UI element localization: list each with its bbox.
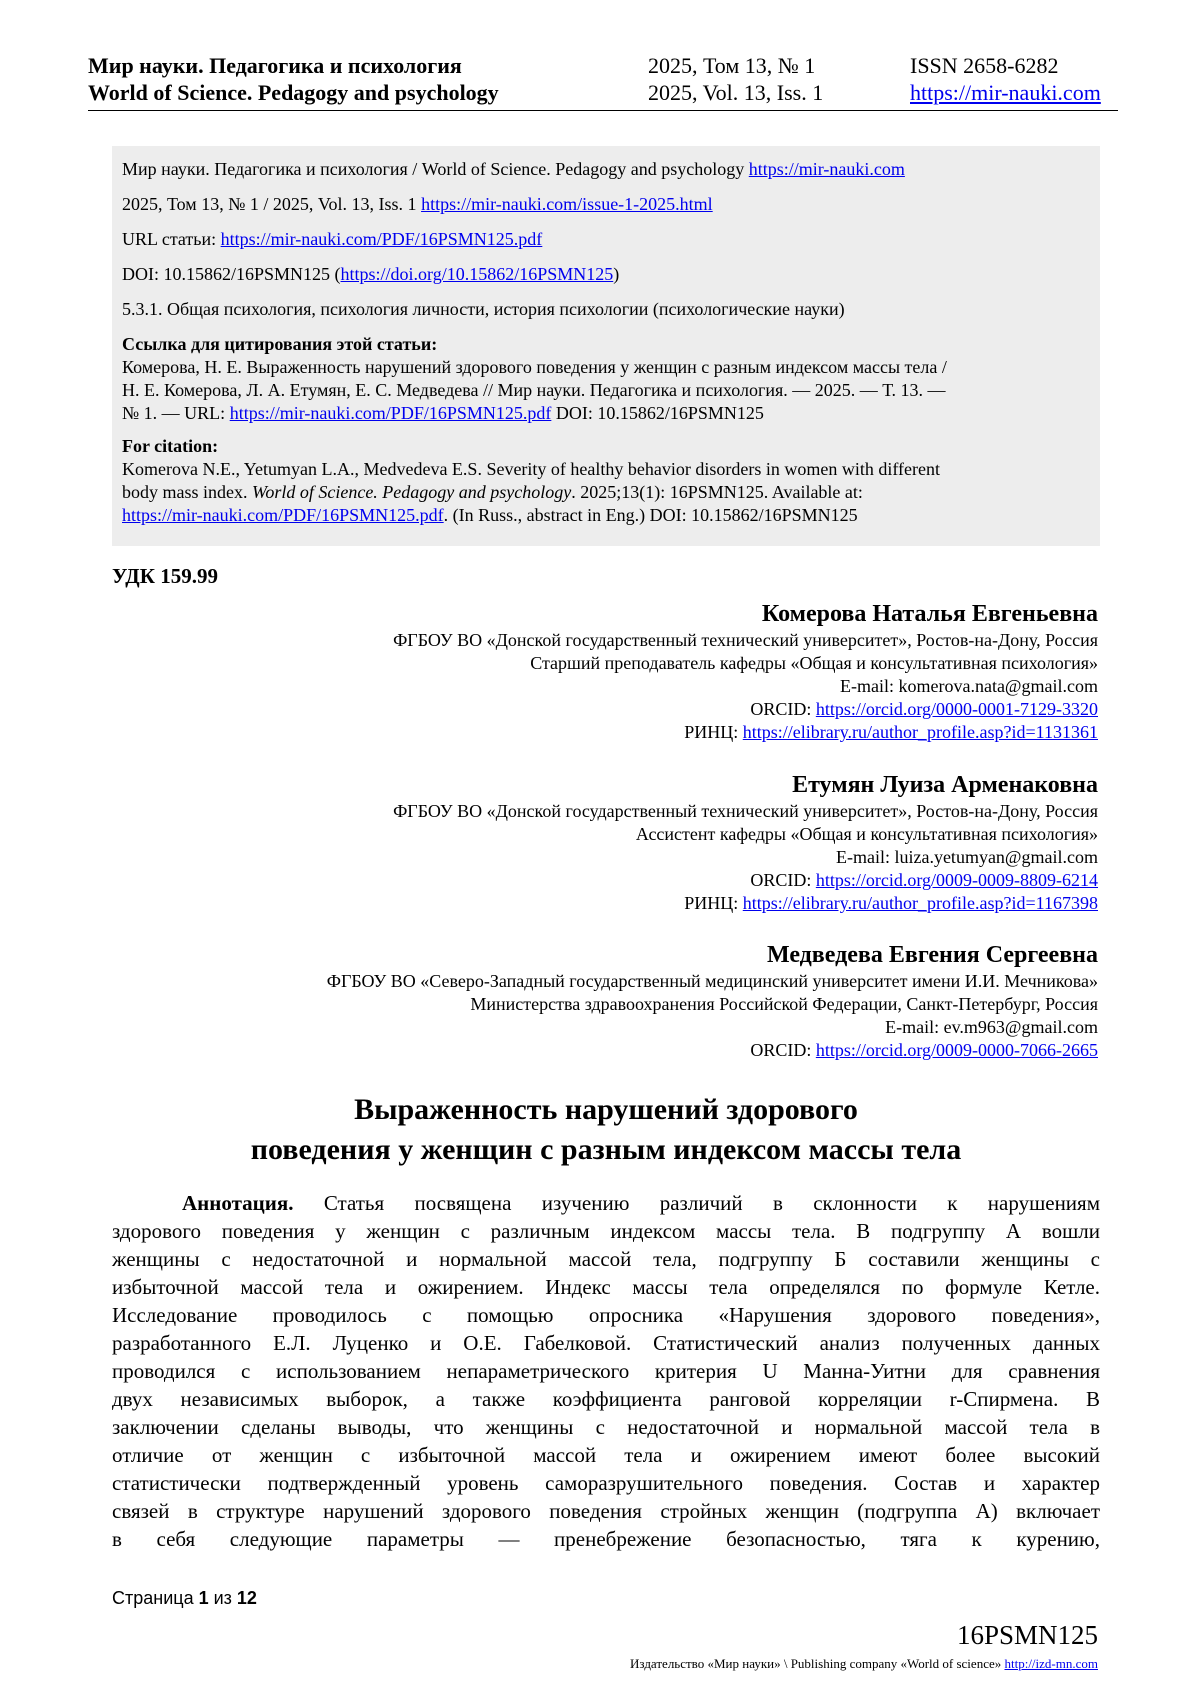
article-info-box (112, 146, 1100, 546)
citation-en: For citation: Komerova N.E., Yetumyan L.A., Medvedeva E.S. Severity of healthy behavior disorders in women with different body mass index. World of Science. Pedagogy and psychology. 2025;13(1): 16PSMN125. Available at: https://mir-nauki.com/PDF/16PSMN125.pdf. (In Russ., abstract in Eng.) DOI: 10.15862/16PSMN125 (122, 435, 1090, 527)
publisher-link[interactable]: http://izd-mn.com (1004, 1656, 1098, 1671)
author-name: Медведева Евгения Сергеевна (766, 942, 1098, 968)
citation-ru-heading: Ссылка для цитирования этой статьи: (122, 334, 438, 354)
article-url-line: URL статьи: https://mir-nauki.com/PDF/16PSMN125.pdf (122, 229, 543, 249)
running-header (88, 52, 1118, 111)
abstract-line: избыточной массой тела и ожирением. Индекс массы тела определялся по формуле Кетле. (112, 1275, 1100, 1299)
orcid-link[interactable]: https://orcid.org/0000-0001-7129-3320 (815, 699, 1098, 719)
issue-ru: 2025, Том 13, № 1 (648, 53, 816, 78)
author-position: Ассистент кафедры «Общая и консультативная психология» (635, 824, 1098, 844)
author-email: E-mail: ev.m963@gmail.com (885, 1017, 1098, 1037)
author-2: Етумян Луиза Арменаковна ФГБОУ ВО «Донской государственный технический университет», Ростов-на-Дону, Россия Ассистент кафедры «Общая и консультативная психология» E-mail: luiza.yetumyan@gmail.com ORCID: https://orcid.org/0009-0009-8809-6214 РИНЦ: https://elibrary.ru/author_profile.asp?id=1167398 (98, 770, 1098, 915)
citation-ru-link[interactable]: https://mir-nauki.com/PDF/16PSMN125.pdf (229, 403, 552, 423)
rinc-link[interactable]: https://elibrary.ru/author_profile.asp?id=1131361 (742, 722, 1098, 742)
article-code: 16PSMN125 (956, 1620, 1098, 1650)
citation-en-heading: For citation: (122, 436, 219, 456)
author-email: E-mail: komerova.nata@gmail.com (840, 676, 1098, 696)
abstract-line: здорового поведения у женщин с различным индексом массы тела. В подгруппу А вошли (112, 1219, 1100, 1243)
author-affiliation: ФГБОУ ВО «Северо-Западный государственный медицинский университет имени И.И. Мечникова» (326, 971, 1098, 991)
issue-line: 2025, Том 13, № 1 / 2025, Vol. 13, Iss. 1 https://mir-nauki.com/issue-1-2025.html (122, 194, 713, 214)
journal-title-block (88, 52, 499, 106)
abstract-line: женщины с недостаточной и нормальной массой тела, подгруппу Б составили женщины с (112, 1247, 1100, 1271)
title-line-2: поведения у женщин с разным индексом массы тела (250, 1133, 962, 1166)
issn-block (910, 52, 1101, 106)
issue-link[interactable]: https://mir-nauki.com/issue-1-2025.html (421, 194, 713, 214)
abstract-line: Исследование проводилось с помощью опросника «Нарушения здорового поведения», (112, 1303, 1100, 1327)
publisher-line: Издательство «Мир науки» \ Publishing company «World of science» http://izd-mn.com (630, 1656, 1098, 1671)
orcid-link[interactable]: https://orcid.org/0009-0000-7066-2665 (815, 1040, 1098, 1060)
rinc-link[interactable]: https://elibrary.ru/author_profile.asp?id=1167398 (742, 893, 1098, 913)
author-email: E-mail: luiza.yetumyan@gmail.com (835, 847, 1098, 867)
abstract-line: связей в структуре нарушений здорового поведения стройных женщин (подгруппа А) включает (112, 1499, 1100, 1523)
issue-en: 2025, Vol. 13, Iss. 1 (648, 80, 824, 105)
author-3: Медведева Евгения Сергеевна ФГБОУ ВО «Северо-Западный государственный медицинский университет имени И.И. Мечникова» Министерства здравоохранения Российской Федерации, Санкт-Петербург, Россия E-mail: ev.m963@gmail.com ORCID: https://orcid.org/0009-0000-7066-2665 (98, 940, 1098, 1062)
journal-line: Мир науки. Педагогика и психология / World of Science. Pedagogy and psychology https://mir-nauki.com (122, 159, 905, 179)
abstract (112, 1189, 1100, 1553)
abstract-keyword: Аннотация. (182, 1191, 294, 1215)
author-name: Етумян Луиза Арменаковна (792, 772, 1098, 798)
article-url-link[interactable]: https://mir-nauki.com/PDF/16PSMN125.pdf (220, 229, 543, 249)
abstract-line: заключении сделаны выводы, что женщины с недостаточной и нормальной массой тела в (112, 1415, 1100, 1439)
udk: УДК 159.99 (112, 564, 218, 588)
author-1: Комерова Наталья Евгеньевна ФГБОУ ВО «Донской государственный технический университет», Ростов-на-Дону, Россия Старший преподаватель кафедры «Общая и консультативная психология» E-mail: komerova.nata@gmail.com ORCID: https://orcid.org/0000-0001-7129-3320 РИНЦ: https://elibrary.ru/author_profile.asp?id=1131361 (98, 599, 1098, 744)
citation-en-link[interactable]: https://mir-nauki.com/PDF/16PSMN125.pdf (122, 505, 444, 525)
abstract-line: статистически подтвержденный уровень саморазрушительного поведения. Состав и характер (112, 1471, 1100, 1495)
author-affiliation: ФГБОУ ВО «Донской государственный технический университет», Ростов-на-Дону, Россия (393, 630, 1098, 650)
journal-title-en: World of Science. Pedagogy and psychology (88, 80, 499, 105)
article-title (112, 1090, 1100, 1170)
issn: ISSN 2658-6282 (910, 53, 1059, 78)
issue-block (648, 52, 823, 106)
abstract-line: Аннотация. Статья посвящена изучению различий в склонности к нарушениям (182, 1191, 1100, 1215)
doi-link[interactable]: https://doi.org/10.15862/16PSMN125 (340, 264, 614, 284)
speciality-line: 5.3.1. Общая психология, психология личности, история психологии (психологические науки) (122, 299, 845, 319)
author-name: Комерова Наталья Евгеньевна (761, 601, 1098, 627)
abstract-line: отличие от женщин с избыточной массой тела и ожирением имеют более высокий (112, 1443, 1100, 1467)
doi-line: DOI: 10.15862/16PSMN125 (https://doi.org/10.15862/16PSMN125) (122, 264, 620, 284)
author-position: Старший преподаватель кафедры «Общая и консультативная психология» (530, 653, 1098, 673)
orcid-link[interactable]: https://orcid.org/0009-0009-8809-6214 (815, 870, 1098, 890)
journal-title-ru: Мир науки. Педагогика и психология (88, 53, 462, 78)
abstract-line: разработанного Е.Л. Луценко и О.Е. Габелковой. Статистический анализ полученных данных (112, 1331, 1100, 1355)
site-link[interactable]: https://mir-nauki.com (910, 80, 1101, 105)
citation-ru: Ссылка для цитирования этой статьи: Комерова, Н. Е. Выраженность нарушений здорового поведения у женщин с разным индексом массы тела / Н. Е. Комерова, Л. А. Етумян, Е. С. Медведева // Мир науки. Педагогика и психология. — 2025. — Т. 13. — № 1. — URL: https://mir-nauki.com/PDF/16PSMN125.pdf DOI: 10.15862/16PSMN125 (122, 333, 1090, 425)
author-position: Министерства здравоохранения Российской Федерации, Санкт-Петербург, Россия (470, 994, 1098, 1014)
abstract-line: в себя следующие параметры — пренебрежение безопасностью, тяга к курению, (112, 1527, 1100, 1551)
journal-link[interactable]: https://mir-nauki.com (748, 159, 905, 179)
author-affiliation: ФГБОУ ВО «Донской государственный технический университет», Ростов-на-Дону, Россия (393, 801, 1098, 821)
abstract-line: проводился с использованием непараметрического критерия U Манна-Уитни для сравнения (112, 1359, 1100, 1383)
abstract-line: двух независимых выборок, а также коэффициента ранговой корреляции r-Спирмена. В (112, 1387, 1100, 1411)
page-number: Страница 1 из 12 (112, 1588, 257, 1608)
title-line-1: Выраженность нарушений здорового (354, 1093, 858, 1126)
